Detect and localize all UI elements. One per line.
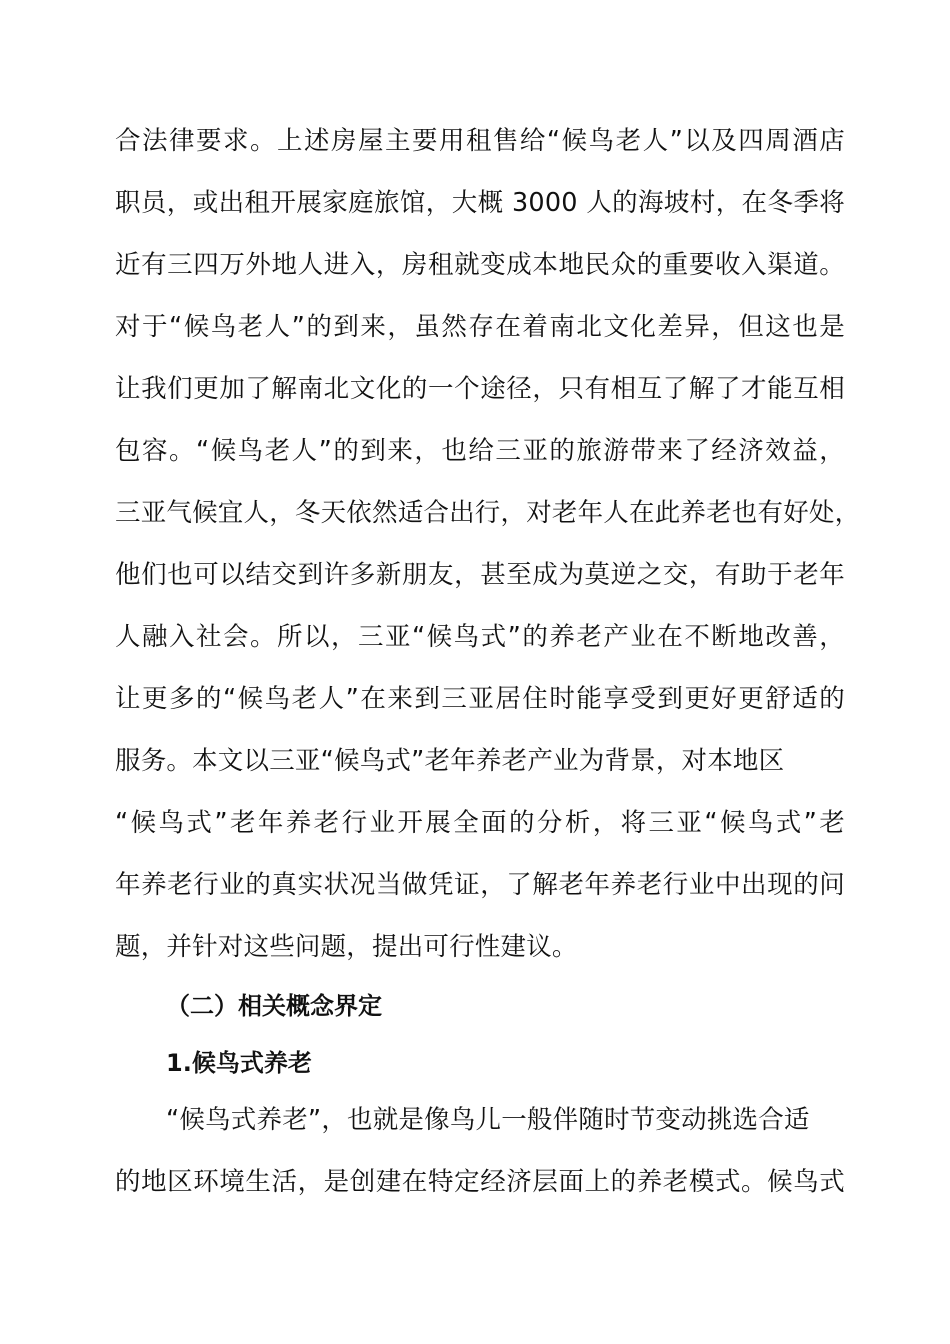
paragraph-line: 人融入社会。所以，三亚“候鸟式”的养老产业在不断地改善，: [115, 622, 845, 652]
paragraph-line: 题，并针对这些问题，提出可行性建议。: [115, 932, 578, 962]
paragraph-line: “候鸟式养老”，也就是像鸟儿一般伴随时节变动挑选合适: [166, 1105, 810, 1135]
paragraph-line: 让我们更加了解南北文化的一个途径，只有相互了解了才能互相: [115, 374, 845, 404]
paragraph-line: 让更多的“候鸟老人”在来到三亚居住时能享受到更好更舒适的: [115, 684, 845, 714]
subsection-heading: 1.候鸟式养老: [166, 1049, 312, 1077]
paragraph-line: 包容。“候鸟老人”的到来，也给三亚的旅游带来了经济效益，: [115, 436, 845, 466]
paragraph-line: 他们也可以结交到许多新朋友，甚至成为莫逆之交，有助于老年: [115, 560, 845, 590]
paragraph-line: 的地区环境生活，是创建在特定经济层面上的养老模式。候鸟式: [115, 1167, 845, 1197]
paragraph-line: 三亚气候宜人，冬天依然适合出行，对老年人在此养老也有好处，: [115, 498, 861, 528]
paragraph-line: 合法律要求。上述房屋主要用租售给“候鸟老人”以及四周酒店: [115, 126, 845, 156]
paragraph-line: 服务。本文以三亚“候鸟式”老年养老产业为背景，对本地区: [115, 746, 785, 776]
paragraph-line: 职员，或出租开展家庭旅馆，大概 3000 人的海坡村，在冬季将: [115, 188, 845, 218]
section-heading: （二）相关概念界定: [166, 992, 382, 1020]
paragraph-line: 近有三四万外地人进入，房租就变成本地民众的重要收入渠道。: [115, 250, 845, 280]
paragraph-line: 对于“候鸟老人”的到来，虽然存在着南北文化差异，但这也是: [115, 312, 845, 342]
paragraph-line: “候鸟式”老年养老行业开展全面的分析，将三亚“候鸟式”老: [115, 808, 845, 838]
paragraph-line: 年养老行业的真实状况当做凭证，了解老年养老行业中出现的问: [115, 870, 845, 900]
